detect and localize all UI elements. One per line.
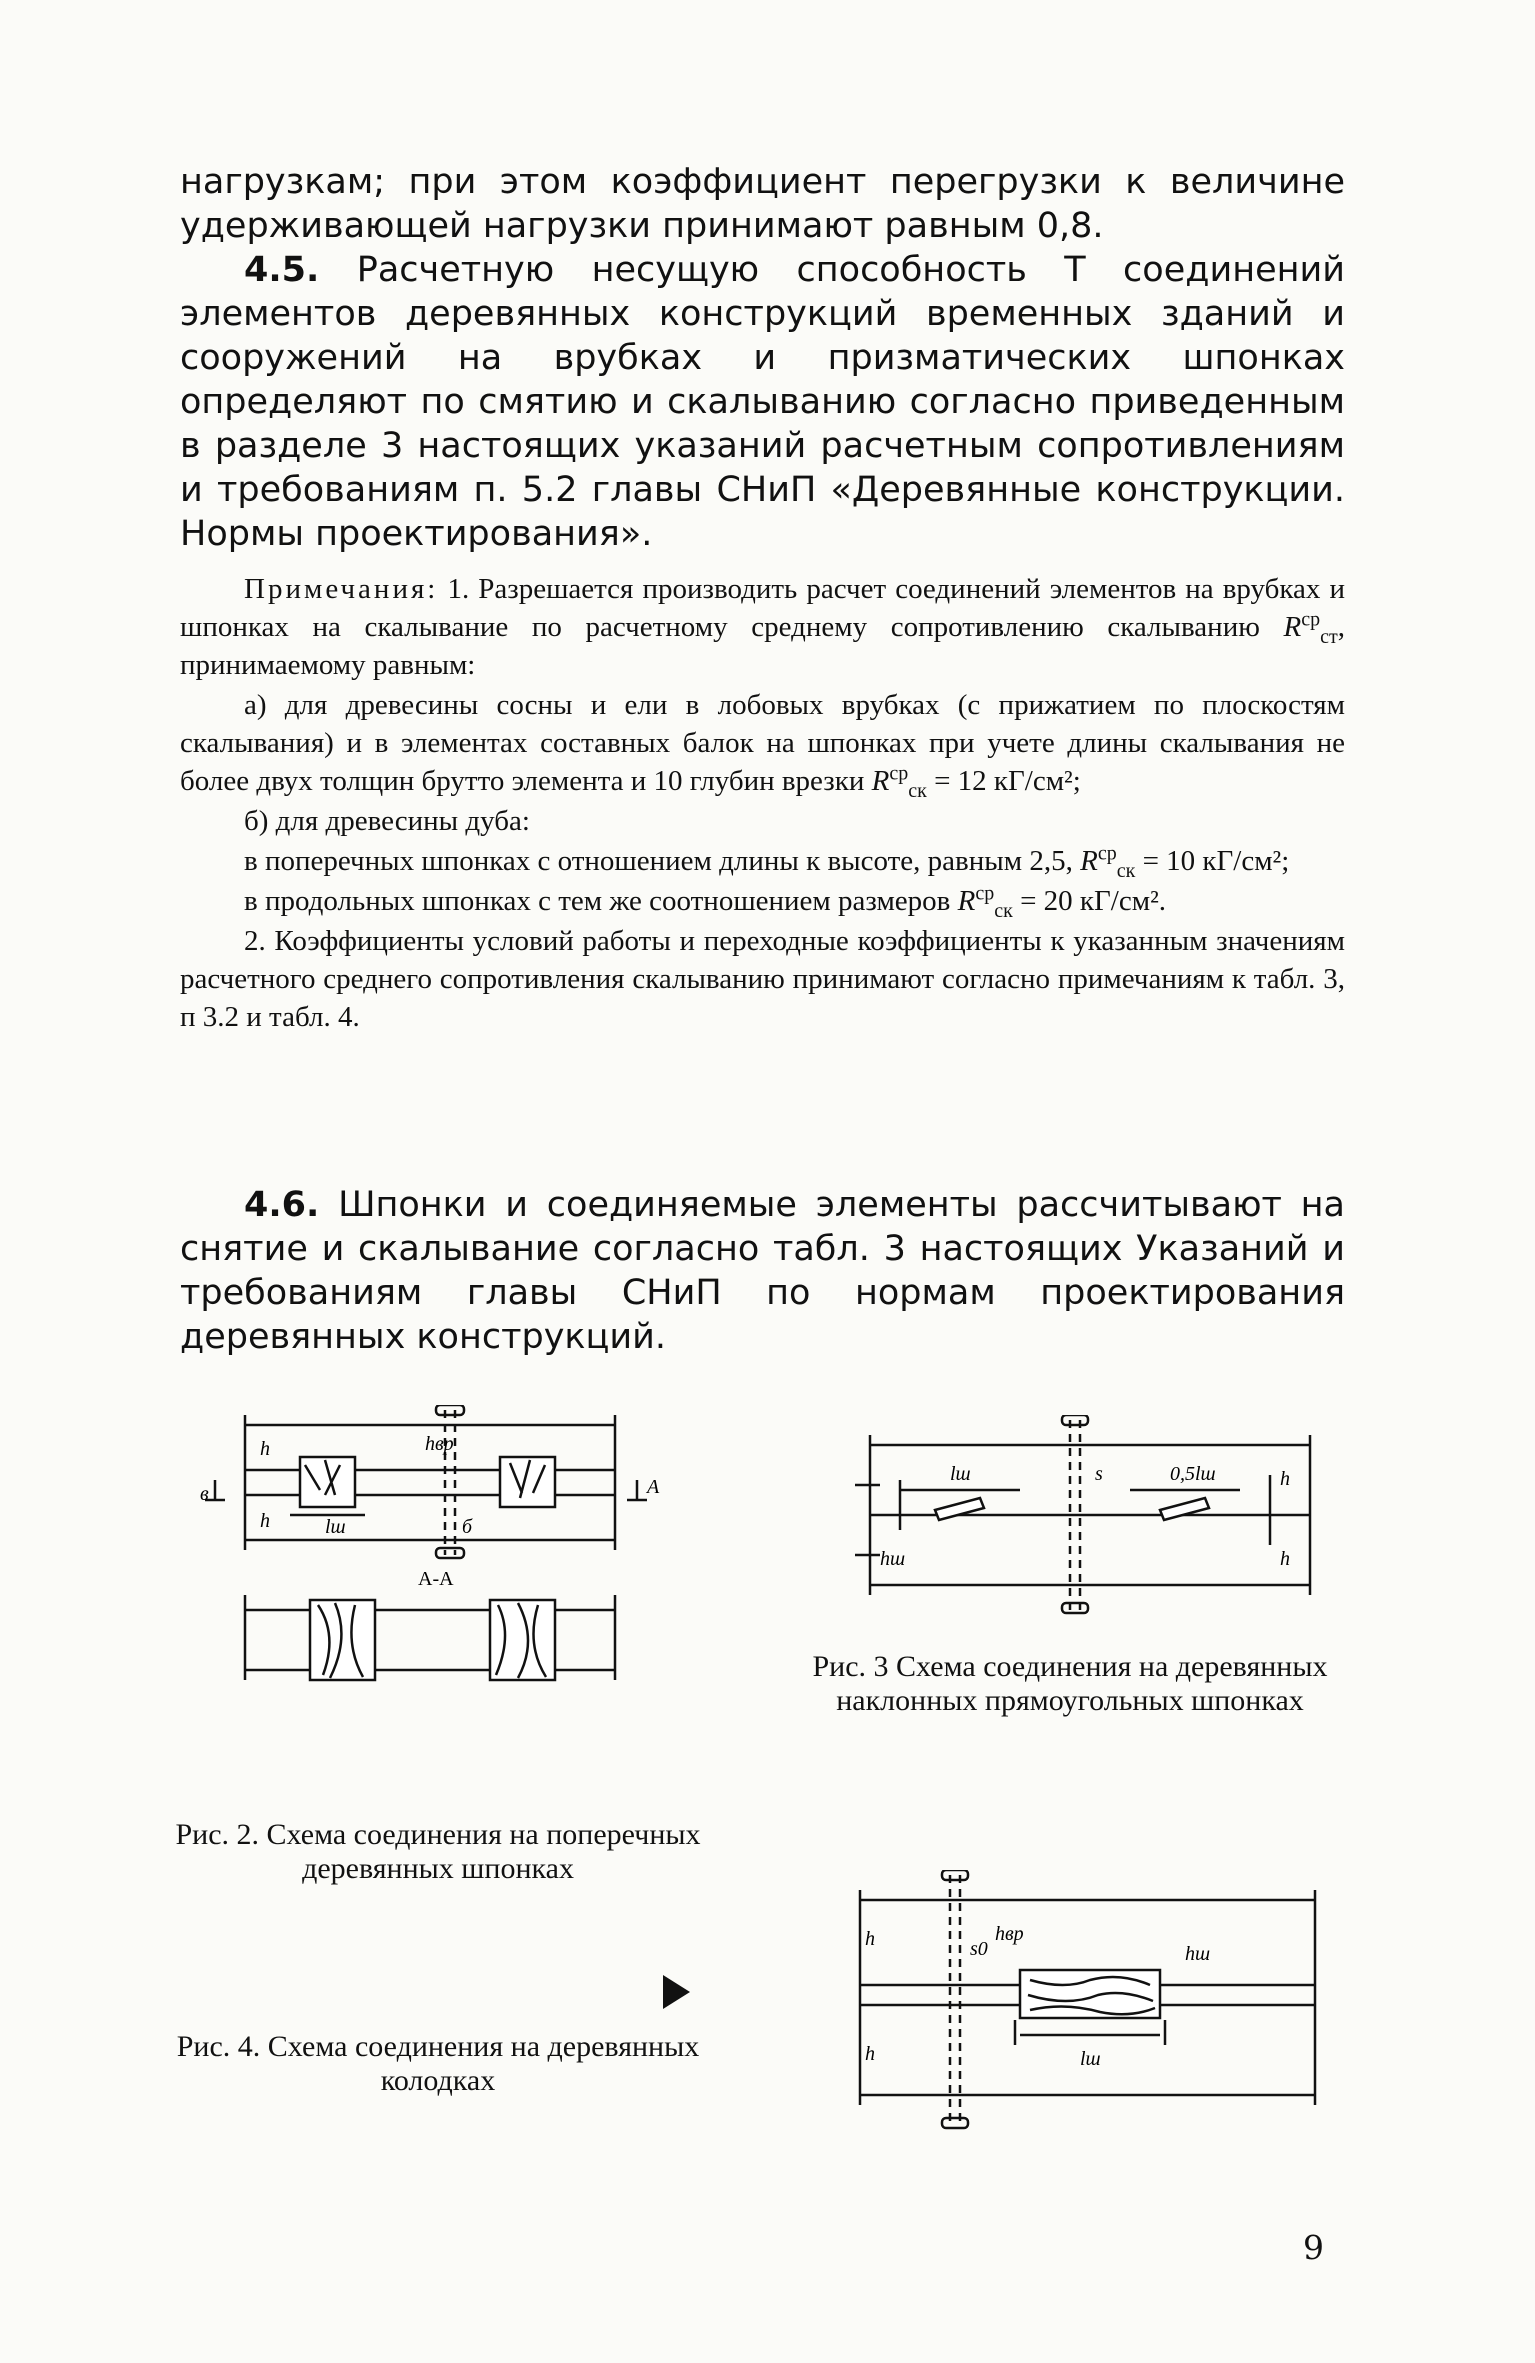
subscript-sk: ск	[1116, 859, 1136, 882]
superscript-sr: ср	[975, 882, 995, 905]
figure-4-drawing	[830, 1870, 1330, 2130]
label-b: б	[462, 1516, 473, 1538]
subscript-st: ст	[1320, 625, 1338, 648]
label-hsh: hш	[880, 1548, 906, 1570]
figure-3-drawing	[840, 1415, 1330, 1615]
label-hsh: hш	[1185, 1943, 1211, 1965]
note-1-text: 1. Разрешается производить расчет соединений элементов на врубках и шпонках на скалывание по расчетному среднему сопротивлению скалыванию	[180, 573, 1346, 643]
label-h-bottom: h	[1280, 1548, 1290, 1570]
label-h-bottom: h	[865, 2043, 875, 2065]
label-0-5lsh: 0,5lш	[1170, 1463, 1216, 1485]
label-B: в	[200, 1483, 209, 1505]
note-b2-value: = 20 кГ/см².	[1012, 885, 1167, 917]
symbol-R: R	[1080, 845, 1098, 877]
subscript-sk: ск	[994, 899, 1013, 922]
symbol-R: R	[957, 885, 976, 917]
section-number: 4.5.	[244, 250, 320, 290]
note-a-text: а) для древесины сосны и ели в лобовых врубках (с прижатием по плоскостям скалывания) и в элементах составных балок на шпонках при учете длины скалывания не более двух толщин брутто элемента и 10 глубин врезки	[180, 689, 1345, 797]
note-b1-text: в поперечных шпонках с отношением длины к высоте, равным 2,5,	[244, 845, 1081, 877]
superscript-sr: ср	[1301, 608, 1321, 631]
label-h-top: h	[260, 1438, 270, 1460]
paragraph-text: Расчетную несущую способность T соединений элементов деревянных конструкций временных зданий и сооружений на врубках и призматических шпонках определяют по смятию и скалыванию согласно приведенным в разделе 3 настоящих указаний расчетным сопротивлениям и требованиям п. 5.2 главы СНиП «Деревянные конструкции. Нормы проектирования».	[180, 250, 1345, 554]
figure-3-caption: Рис. 3 Схема соединения на деревянных наклонных прямоугольных шпонках	[812, 1650, 1328, 1717]
symbol-R: R	[1283, 611, 1302, 643]
section-number: 4.6.	[244, 1185, 320, 1225]
label-hvr: hвр	[425, 1433, 454, 1455]
paragraph-continuation: нагрузкам; при этом коэффициент перегрузки к величине удерживающей нагрузки принимают равным 0,8.	[180, 162, 1345, 246]
figure-2-caption: Рис. 2. Схема соединения на поперечных деревянных шпонках	[175, 1818, 701, 1885]
label-lsh: lш	[325, 1516, 346, 1538]
label-h-top: h	[865, 1928, 875, 1950]
note-2-text: 2. Коэффициенты условий работы и переходные коэффициенты к указанным значениям расчетного среднего сопротивления скалыванию принимают согласно примечаниям к табл. 3, п 3.2 и табл. 4.	[180, 925, 1345, 1033]
note-b-text: б) для древесины дуба:	[244, 805, 530, 837]
note-b1-value: = 10 кГ/см²;	[1135, 845, 1290, 877]
label-h-top: h	[1280, 1468, 1290, 1490]
figure-2-drawing	[200, 1405, 670, 1765]
page-number: 9	[1303, 2228, 1324, 2267]
label-lsh: lш	[1080, 2048, 1101, 2070]
label-hvr: hвр	[995, 1923, 1024, 1945]
label-A: А	[647, 1476, 660, 1498]
superscript-sr: ср	[889, 762, 909, 785]
subscript-sk: ск	[908, 779, 927, 802]
note-1-end: , принимаемому равным:	[180, 611, 1345, 681]
paragraph-text: Шпонки и соединяемые элементы рассчитывают на снятие и скалывание согласно табл. 3 настоящих Указаний и требованиям главы СНиП по нормам проектирования деревянных конструкций.	[180, 1185, 1345, 1357]
label-s0: s0	[970, 1938, 988, 1960]
symbol-R: R	[871, 765, 890, 797]
paragraph-4-6	[180, 1183, 1345, 1359]
superscript-sr: ср	[1097, 842, 1117, 865]
label-s: s	[1095, 1463, 1103, 1485]
notes-block	[180, 570, 1345, 1038]
body-text	[180, 160, 1345, 556]
note-a-value: = 12 кГ/см²;	[926, 765, 1081, 797]
body-text-2	[180, 1183, 1345, 1359]
note-b2-text: в продольных шпонках с тем же соотношением размеров	[244, 885, 958, 917]
paragraph-4-5	[180, 248, 1345, 556]
label-lsh: lш	[950, 1463, 971, 1485]
continuation-arrow-icon	[663, 1975, 690, 2009]
notes-heading: Примечания:	[244, 573, 439, 605]
label-section-AA: А-А	[418, 1568, 454, 1590]
label-h-bottom: h	[260, 1510, 270, 1532]
figure-4-caption: Рис. 4. Схема соединения на деревянных колодках	[176, 2030, 700, 2097]
